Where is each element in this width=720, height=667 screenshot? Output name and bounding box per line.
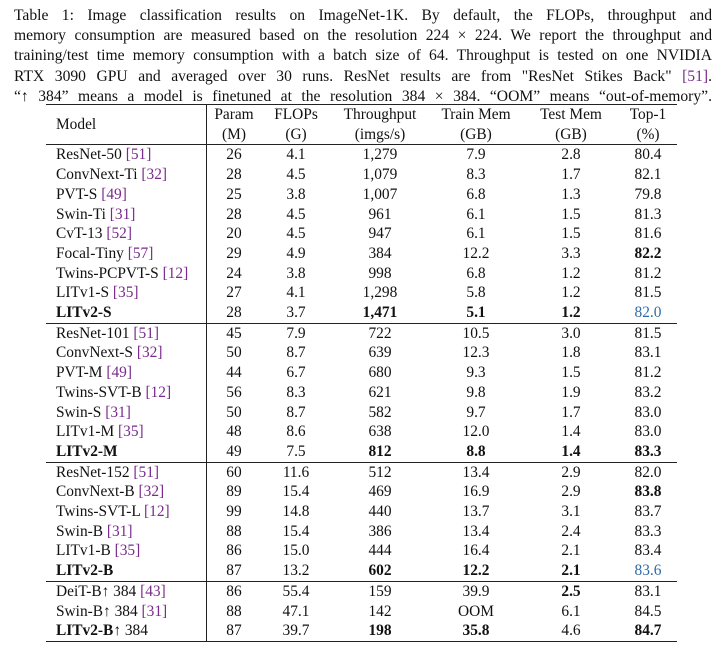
cell-throughput: 512	[331, 462, 429, 482]
table-row	[46, 422, 677, 442]
cell-throughput: 582	[368, 403, 392, 421]
cell-throughput: 444	[368, 542, 392, 560]
table-row	[46, 244, 677, 264]
cell-model	[46, 264, 207, 284]
cell-train-mem: 12.2	[462, 562, 490, 580]
unit-param: (M)	[207, 125, 262, 145]
unit-top1: (%)	[636, 125, 660, 143]
cell-param: 27	[207, 283, 262, 303]
cell-param: 48	[207, 422, 262, 442]
citation: [31]	[109, 205, 136, 223]
cell-top1: 83.1	[619, 581, 677, 601]
cell-param: 28	[207, 205, 262, 225]
citation: [31]	[141, 602, 168, 620]
model-name: Twins-PCPVT-S	[56, 264, 159, 282]
header-flops: FLOPs	[261, 105, 331, 125]
unit-throughput: (imgs/s)	[354, 125, 406, 143]
header-row	[46, 105, 677, 125]
cell-throughput: 386	[368, 522, 392, 540]
cell-top1: 82.2	[634, 244, 662, 262]
table-row	[46, 561, 677, 581]
model-name: PVT-M	[56, 364, 103, 382]
cell-throughput: 384	[368, 244, 392, 262]
cell-top1: 80.4	[619, 145, 677, 165]
cell-top1: 81.2	[634, 364, 662, 382]
cell-top1: 82.0	[619, 462, 677, 482]
cell-param: 45	[207, 323, 262, 343]
cell-param: 88	[207, 602, 262, 622]
cell-flops: 4.1	[286, 284, 306, 302]
cell-flops: 4.5	[286, 225, 306, 243]
header-top1: Top-1	[619, 105, 677, 125]
cell-top1: 83.1	[634, 344, 662, 362]
cell-train-mem: 9.3	[466, 364, 486, 382]
cell-train-mem: 16.9	[462, 483, 490, 501]
cell-test-mem: 1.4	[561, 442, 581, 460]
cell-test-mem: 6.1	[561, 602, 581, 620]
cell-flops: 15.0	[282, 542, 310, 560]
model-name: Twins-SVT-L	[56, 503, 141, 521]
cell-train-mem: 5.1	[466, 304, 486, 322]
cell-flops: 11.6	[261, 462, 331, 482]
cell-model	[46, 145, 207, 165]
cell-test-mem: 3.3	[561, 244, 581, 262]
citation: [51]	[133, 463, 160, 481]
model-name: LITv1-S	[56, 284, 110, 302]
citation: [12]	[162, 264, 189, 282]
cell-model	[46, 502, 207, 522]
table-body	[46, 145, 677, 642]
cell-top1: 83.4	[634, 542, 662, 560]
cell-throughput: 1,079	[362, 166, 398, 184]
cell-train-mem: 6.1	[466, 205, 486, 223]
cell-train-mem: 39.9	[429, 581, 523, 601]
cell-param: 60	[207, 462, 262, 482]
cell-param: 87	[207, 621, 262, 641]
cell-model	[46, 283, 207, 303]
cell-train-mem: 6.8	[466, 264, 486, 282]
cell-train-mem: 12.3	[462, 344, 490, 362]
cell-param: 86	[207, 581, 262, 601]
cell-flops: 6.7	[286, 364, 306, 382]
citation: [31]	[106, 522, 133, 540]
table-row	[46, 303, 677, 323]
unit-train-mem: (GB)	[460, 125, 492, 143]
table-row	[46, 323, 677, 343]
cell-param: 50	[207, 403, 262, 423]
cell-train-mem: 35.8	[429, 621, 523, 641]
cell-flops: 7.9	[261, 323, 331, 343]
cell-test-mem: 1.2	[561, 264, 581, 282]
header-model: Model	[46, 105, 207, 145]
model-name: LITv2-B	[56, 622, 114, 640]
cell-top1: 83.0	[634, 403, 662, 421]
table-row	[46, 165, 677, 185]
cell-top1: 81.6	[634, 225, 662, 243]
cell-model	[46, 323, 207, 343]
cell-param: 89	[207, 482, 262, 502]
cell-model	[46, 224, 207, 244]
citation: [35]	[112, 284, 139, 302]
cell-top1: 83.0	[634, 423, 662, 441]
cell-test-mem: 1.5	[561, 225, 581, 243]
cell-model	[46, 462, 207, 482]
table-row	[46, 224, 677, 244]
results-table	[46, 104, 677, 642]
model-name: ConvNext-B	[56, 483, 135, 501]
cell-param: 26	[207, 145, 262, 165]
cell-flops: 39.7	[261, 621, 331, 641]
citation: [12]	[145, 383, 172, 401]
cell-throughput: 142	[368, 602, 392, 620]
table-row	[46, 541, 677, 561]
cell-param: 24	[207, 264, 262, 284]
citation: [49]	[101, 185, 127, 203]
cell-model	[46, 442, 207, 462]
cell-train-mem: 13.7	[462, 503, 490, 521]
model-name: Swin-Ti	[56, 205, 106, 223]
cell-train-mem: 7.9	[429, 145, 523, 165]
table-row	[46, 283, 677, 303]
cell-train-mem: 9.7	[466, 403, 486, 421]
cell-throughput: 947	[368, 225, 392, 243]
cell-test-mem: 1.8	[561, 344, 581, 362]
cell-throughput: 639	[368, 344, 392, 362]
cell-flops: 4.5	[286, 166, 306, 184]
citation: [35]	[114, 542, 141, 560]
cell-test-mem: 2.1	[561, 542, 581, 560]
cell-model	[46, 185, 207, 205]
cell-flops: 8.3	[286, 383, 306, 401]
cell-flops: 4.1	[261, 145, 331, 165]
cell-throughput: 1,471	[362, 304, 398, 322]
cell-top1: 82.1	[634, 166, 662, 184]
table-row	[46, 343, 677, 363]
caption-line: RTX 3090 GPU and averaged over 30 runs. ResNet results are from "ResNet Stikes Back" [51].	[14, 67, 712, 85]
table-row	[46, 185, 677, 205]
cell-top1: 82.0	[634, 304, 662, 322]
cell-flops: 8.7	[286, 403, 306, 421]
cell-throughput: 1,279	[331, 145, 429, 165]
cell-throughput: 198	[331, 621, 429, 641]
cell-train-mem: 12.2	[462, 244, 490, 262]
cell-throughput: 638	[368, 423, 392, 441]
table-row	[46, 482, 677, 502]
model-name: LITv2-M	[56, 442, 118, 460]
cell-train-mem: 9.8	[466, 383, 486, 401]
cell-model	[46, 244, 207, 264]
cell-flops: 7.5	[286, 442, 306, 460]
citation: [32]	[138, 483, 165, 501]
caption-line: “↑ 384” means a model is finetuned at the resolution 384 × 384. “OOM” means “out-of-memory”.	[14, 87, 712, 105]
citation: [32]	[136, 344, 163, 362]
table-row	[46, 403, 677, 423]
cell-throughput: 621	[368, 383, 392, 401]
cell-test-mem: 2.5	[523, 581, 619, 601]
cell-param: 28	[207, 303, 262, 323]
cell-param: 25	[207, 185, 262, 205]
cell-top1: 83.3	[634, 442, 662, 460]
table-row	[46, 383, 677, 403]
cell-train-mem: 10.5	[429, 323, 523, 343]
cell-param: 44	[207, 363, 262, 383]
citation: [51]	[682, 67, 709, 85]
citation: [31]	[105, 403, 131, 421]
header-throughput: Throughput	[331, 105, 429, 125]
table-row	[46, 602, 677, 622]
cell-flops: 13.2	[282, 562, 310, 580]
cell-throughput: 812	[368, 442, 392, 460]
cell-flops: 4.9	[286, 244, 306, 262]
cell-param: 29	[207, 244, 262, 264]
model-name: Swin-B↑ 384	[56, 602, 138, 620]
cell-top1: 81.5	[619, 323, 677, 343]
header-param: Param	[207, 105, 262, 125]
model-name: LITv1-B	[56, 542, 111, 560]
cell-model	[46, 165, 207, 185]
cell-top1: 81.5	[634, 284, 662, 302]
cell-train-mem: 8.8	[466, 442, 486, 460]
cell-top1: 83.2	[634, 383, 662, 401]
cell-flops: 47.1	[282, 602, 310, 620]
cell-model	[46, 561, 207, 581]
model-name: Twins-SVT-B	[56, 383, 142, 401]
model-name: LITv1-M	[56, 423, 115, 441]
cell-model	[46, 363, 207, 383]
cell-train-mem: 12.0	[462, 423, 490, 441]
cell-test-mem: 1.7	[561, 403, 581, 421]
cell-train-mem: 13.4	[429, 462, 523, 482]
cell-param: 56	[207, 383, 262, 403]
cell-throughput: 961	[368, 205, 392, 223]
cell-param: 86	[207, 541, 262, 561]
cell-top1: 83.3	[634, 522, 662, 540]
cell-train-mem: 16.4	[462, 542, 490, 560]
model-name: LITv2-S	[56, 304, 112, 322]
cell-model	[46, 343, 207, 363]
caption-line: Table 1: Image classification results on ImageNet-1K. By default, the FLOPs, throughput and	[14, 7, 712, 24]
cell-throughput: 440	[368, 503, 392, 521]
cell-flops: 14.8	[282, 503, 310, 521]
cell-top1: 81.2	[634, 264, 662, 282]
cell-throughput: 1,298	[362, 284, 398, 302]
model-name: Swin-B	[56, 522, 104, 540]
cell-model	[46, 383, 207, 403]
cell-test-mem: 2.8	[523, 145, 619, 165]
cell-flops: 8.6	[286, 423, 306, 441]
cell-param: 87	[207, 561, 262, 581]
citation: [35]	[118, 423, 144, 441]
citation: [51]	[125, 146, 152, 164]
cell-test-mem: 3.1	[561, 503, 581, 521]
cell-test-mem: 1.7	[561, 166, 581, 184]
table-row	[46, 145, 677, 165]
model-name: Focal-Tiny	[56, 244, 124, 262]
cell-train-mem: 6.8	[466, 185, 486, 203]
unit-flops: (G)	[285, 125, 307, 143]
table-row	[46, 442, 677, 462]
cell-throughput: 602	[368, 562, 392, 580]
model-name: ResNet-50	[56, 146, 122, 164]
cell-flops: 55.4	[261, 581, 331, 601]
cell-top1: 84.7	[619, 621, 677, 641]
cell-test-mem: 1.5	[561, 364, 581, 382]
citation: [51]	[133, 324, 160, 342]
cell-flops: 15.4	[282, 522, 310, 540]
cell-flops: 3.8	[286, 185, 306, 203]
cell-throughput: 1,007	[362, 185, 398, 203]
cell-top1: 84.5	[634, 602, 662, 620]
table-row	[46, 264, 677, 284]
model-name: Swin-S	[56, 403, 102, 421]
cell-param: 99	[207, 502, 262, 522]
model-name: PVT-S	[56, 185, 98, 203]
cell-model	[46, 205, 207, 225]
header-train-mem: Train Mem	[429, 105, 523, 125]
cell-test-mem: 1.3	[561, 185, 581, 203]
cell-flops: 3.8	[286, 264, 306, 282]
model-name: LITv2-B	[56, 562, 114, 580]
cell-test-mem: 4.6	[523, 621, 619, 641]
table-row	[46, 363, 677, 383]
cell-top1: 83.8	[634, 483, 662, 501]
cell-top1: 83.6	[634, 562, 662, 580]
cell-model: LITv2-B↑ 384	[46, 621, 207, 641]
unit-test-mem: (GB)	[555, 125, 587, 143]
cell-train-mem: 5.8	[466, 284, 486, 302]
cell-top1: 83.7	[634, 503, 662, 521]
cell-model	[46, 522, 207, 542]
citation: [57]	[127, 244, 154, 262]
cell-model	[46, 403, 207, 423]
citation: [43]	[140, 582, 166, 600]
cell-test-mem: 2.1	[561, 562, 581, 580]
cell-test-mem: 2.9	[561, 483, 581, 501]
cell-model	[46, 482, 207, 502]
cell-test-mem: 2.4	[561, 522, 581, 540]
model-name: ResNet-101	[56, 324, 130, 342]
cell-flops: 8.7	[286, 344, 306, 362]
header-test-mem: Test Mem	[523, 105, 619, 125]
table-row	[46, 621, 677, 641]
cell-flops: 4.5	[286, 205, 306, 223]
cell-param: 20	[207, 224, 262, 244]
cell-throughput: 469	[368, 483, 392, 501]
cell-throughput: 159	[331, 581, 429, 601]
table-row	[46, 502, 677, 522]
cell-flops: 3.7	[286, 304, 306, 322]
cell-model	[46, 581, 207, 601]
table-caption	[14, 6, 712, 107]
caption-line: memory consumption are measured based on the resolution 224 × 224. We report the throughput and	[14, 27, 712, 45]
cell-throughput: 680	[368, 364, 392, 382]
cell-test-mem: 1.9	[561, 383, 581, 401]
table-row	[46, 462, 677, 482]
citation: [49]	[106, 364, 132, 382]
cell-throughput: 998	[368, 264, 392, 282]
cell-param: 50	[207, 343, 262, 363]
model-name: CvT-13	[56, 225, 103, 243]
cell-throughput: 722	[331, 323, 429, 343]
cell-train-mem: 6.1	[466, 225, 486, 243]
cell-test-mem: 1.2	[561, 284, 581, 302]
model-name: ResNet-152	[56, 463, 130, 481]
cell-param: 49	[207, 442, 262, 462]
citation: [52]	[106, 225, 132, 243]
cell-top1: 79.8	[634, 185, 662, 203]
model-name: ConvNext-S	[56, 344, 133, 362]
citation: [12]	[144, 503, 170, 521]
cell-test-mem: 1.4	[561, 423, 581, 441]
cell-test-mem: 1.2	[561, 304, 581, 322]
cell-train-mem: 8.3	[466, 166, 486, 184]
cell-model	[46, 303, 207, 323]
table-row	[46, 205, 677, 225]
cell-train-mem: OOM	[458, 602, 494, 620]
cell-model	[46, 541, 207, 561]
cell-test-mem: 1.5	[561, 205, 581, 223]
caption-line: training/test time memory consumption with a batch size of 64. Throughput is tested on one NVIDIA	[14, 47, 712, 65]
table-row	[46, 522, 677, 542]
cell-test-mem: 2.9	[523, 462, 619, 482]
cell-model	[46, 422, 207, 442]
citation: [32]	[141, 166, 168, 184]
model-name: DeiT-B↑ 384	[56, 582, 137, 600]
table-row	[46, 581, 677, 601]
cell-flops: 15.4	[282, 483, 310, 501]
cell-train-mem: 13.4	[462, 522, 490, 540]
cell-test-mem: 3.0	[523, 323, 619, 343]
model-name: ConvNext-Ti	[56, 166, 138, 184]
cell-top1: 81.3	[634, 205, 662, 223]
cell-param: 88	[207, 522, 262, 542]
cell-param: 28	[207, 165, 262, 185]
cell-model	[46, 602, 207, 622]
